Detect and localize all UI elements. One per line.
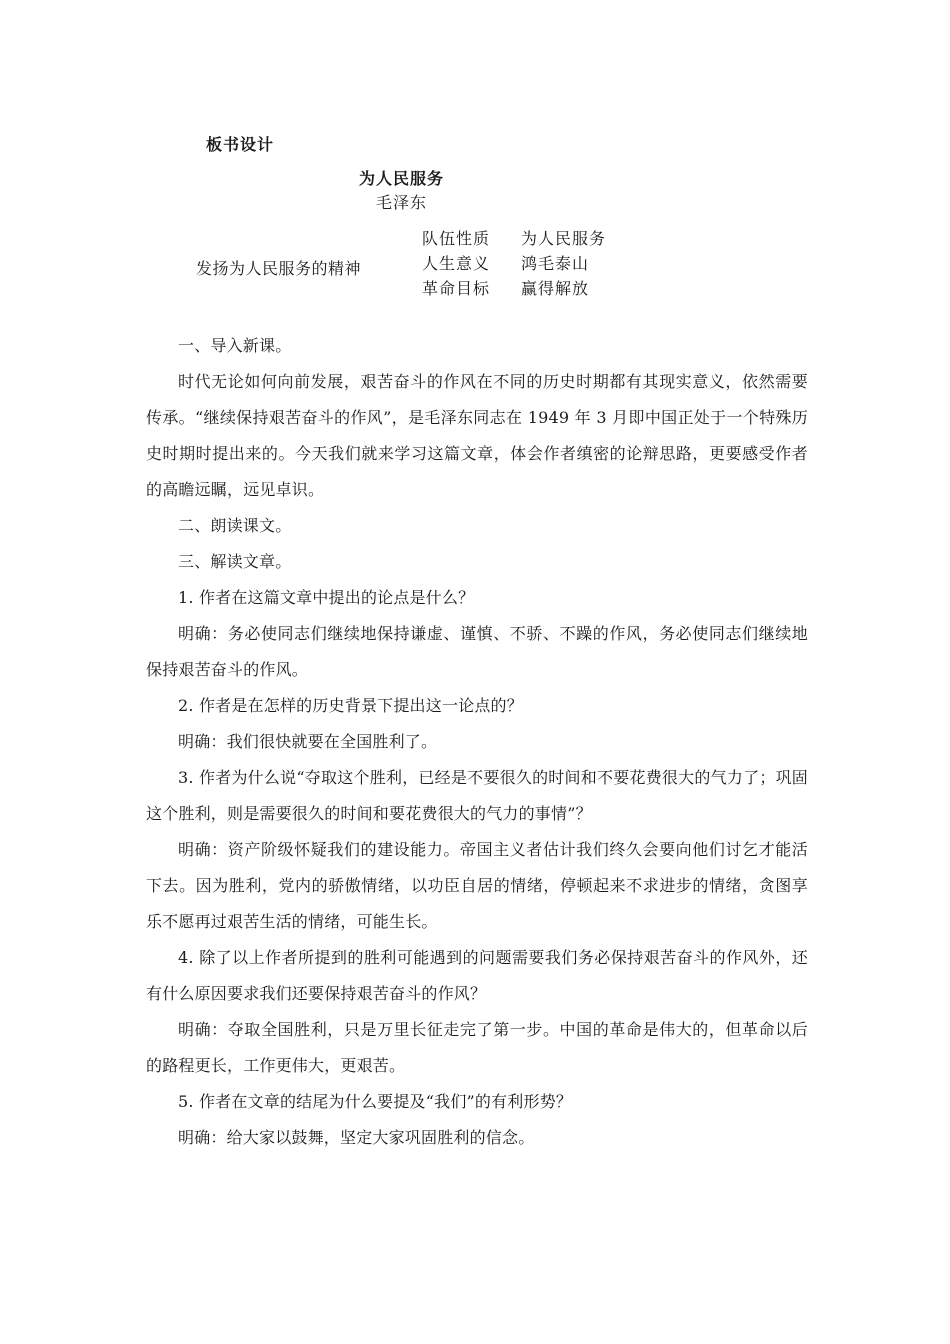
board-topic: 队伍性质	[422, 229, 491, 248]
question: 5. 作者在文章的结尾为什么要提及“我们”的有利形势？	[178, 1092, 573, 1111]
answer: 明确：我们很快就要在全国胜利了。	[178, 732, 438, 751]
board-topic: 革命目标	[422, 279, 491, 298]
board-content: 为人民服务	[521, 229, 607, 248]
section-heading: 三、解读文章。	[178, 552, 292, 571]
answer: 明确：夺取全国胜利，只是万里长征走完了第一步。中国的革命是伟大的，但革命以后的路程更长，工作更伟大，更艰苦。	[146, 1020, 808, 1075]
board-content: 赢得解放	[521, 279, 590, 298]
board-design-heading: 板书设计	[206, 135, 275, 154]
answer: 明确：给大家以鼓舞，坚定大家巩固胜利的信念。	[178, 1128, 535, 1147]
board-content: 鸿毛泰山	[521, 254, 590, 273]
board-author: 毛泽东	[376, 193, 428, 212]
section-heading: 一、导入新课。	[178, 336, 292, 355]
question: 4. 除了以上作者所提到的胜利可能遇到的问题需要我们务必保持艰苦奋斗的作风外，还有什么原因要求我们还要保持艰苦奋斗的作风？	[146, 948, 808, 1003]
question: 2. 作者是在怎样的历史背景下提出这一论点的？	[178, 696, 523, 715]
board-topic-column	[422, 226, 490, 301]
question: 1. 作者在这篇文章中提出的论点是什么？	[178, 588, 475, 607]
question: 3. 作者为什么说“夺取这个胜利，已经是不要很久的时间和不要花费很大的气力了；巩固这个胜利，则是需要很久的时间和要花费很大的气力的事情”？	[146, 768, 808, 823]
board-lesson-title: 为人民服务	[359, 169, 445, 188]
lesson-body	[146, 328, 808, 1156]
section-heading: 二、朗读课文。	[178, 516, 292, 535]
intro-paragraph: 时代无论如何向前发展，艰苦奋斗的作风在不同的历史时期都有其现实意义，依然需要传承。“继续保持艰苦奋斗的作风”，是毛泽东同志在 1949 年 3 月即中国正处于一个特殊历史时期时提出来的。今天我们就来学习这篇文章，体会作者缜密的论辩思路，更要感受作者的高瞻远瞩，远见卓识。	[146, 372, 808, 499]
answer: 明确：务必使同志们继续地保持谦虚、谨慎、不骄、不躁的作风，务必使同志们继续地保持艰苦奋斗的作风。	[146, 624, 808, 679]
board-topic: 人生意义	[422, 254, 491, 273]
board-theme-label: 发扬为人民服务的精神	[196, 259, 362, 278]
board-content-column	[521, 226, 606, 301]
answer: 明确：资产阶级怀疑我们的建设能力。帝国主义者估计我们终久会要向他们讨乞才能活下去。因为胜利，党内的骄傲情绪，以功臣自居的情绪，停顿起来不求进步的情绪，贪图享乐不愿再过艰苦生活的情绪，可能生长。	[146, 840, 808, 931]
